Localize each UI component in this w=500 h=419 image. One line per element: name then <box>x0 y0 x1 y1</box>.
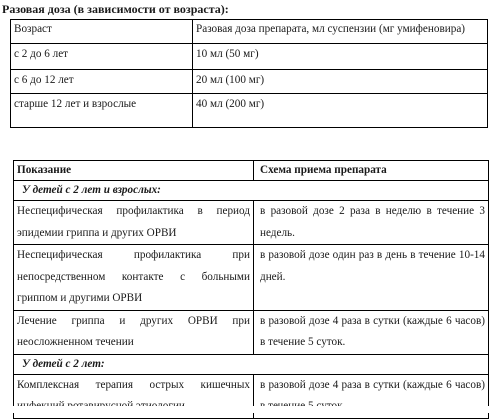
table-row <box>14 245 489 311</box>
scheme-table <box>13 160 489 419</box>
page-bottom-edge <box>0 406 500 413</box>
table-row <box>11 44 488 70</box>
dose-value-cell: 20 мл (100 мг) <box>193 70 488 94</box>
scheme-header-scheme: Схема приема препарата <box>254 161 489 181</box>
table-row <box>14 310 489 354</box>
dose-age-cell: с 6 до 12 лет <box>11 70 193 94</box>
indication-cell: Лечение гриппа и других ОРВИ при неосложненном течении <box>14 310 254 354</box>
indication-cell: Неспецифическая профилактика в период эпидемии гриппа и других ОРВИ <box>14 201 254 245</box>
table-row <box>11 94 488 128</box>
table-row <box>14 201 489 245</box>
scheme-cell: в разовой дозе один раз в день в течение 10-14 дней. <box>254 245 489 311</box>
dose-value-cell: 40 мл (200 мг) <box>193 94 488 128</box>
indication-cell: Неспецифическая профилактика при непосредственном контакте с больными гриппом и другими ОРВИ <box>14 245 254 311</box>
indication-cell: Комплексная терапия острых кишечных <box>14 374 254 418</box>
dose-header-dose: Разовая доза препарата, мл суспензии (мг умифеновира) <box>193 20 488 44</box>
scheme-header-indication: Показание <box>14 161 254 181</box>
group-row <box>14 181 489 201</box>
scheme-cell: в разовой дозе 4 раза в сутки (каждые 6 часов) <box>254 374 489 418</box>
group-row <box>14 354 489 374</box>
scheme-cell: в разовой дозе 2 раза в неделю в течение 3 недель. <box>254 201 489 245</box>
group-title: У детей с 2 лет: <box>14 354 489 374</box>
table-row <box>11 70 488 94</box>
scheme-cell: в разовой дозе 4 раза в сутки (каждые 6 часов) в течение 5 суток. <box>254 310 489 354</box>
dose-age-cell: старше 12 лет и взрослые <box>11 94 193 128</box>
dose-section-heading: Разовая доза (в зависимости от возраста): <box>2 2 229 16</box>
group-title: У детей с 2 лет и взрослых: <box>14 181 489 201</box>
scheme-table-header-row <box>14 161 489 181</box>
dose-value-cell: 10 мл (50 мг) <box>193 44 488 70</box>
dose-table-header-row <box>11 20 488 44</box>
dose-table <box>10 19 488 128</box>
dose-age-cell: с 2 до 6 лет <box>11 44 193 70</box>
dose-header-age: Возраст <box>11 20 193 44</box>
